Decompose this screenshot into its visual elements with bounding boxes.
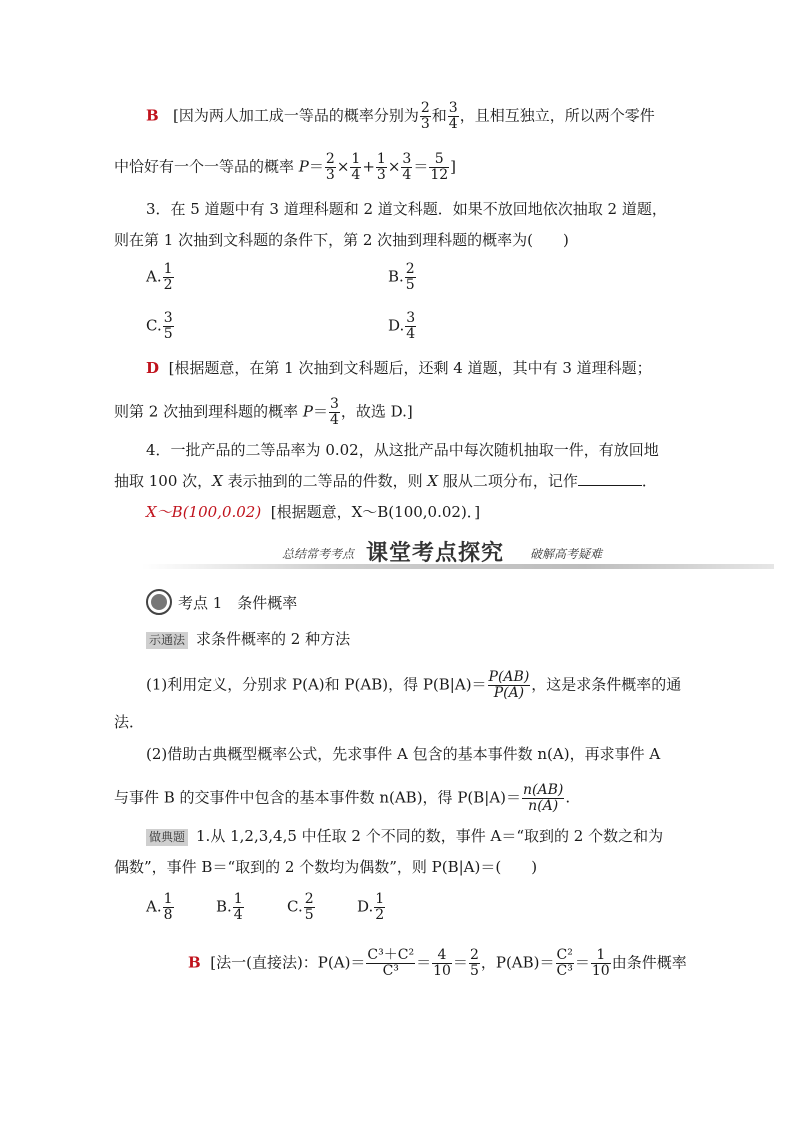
banner-left-text: 总结常考考点 xyxy=(282,547,355,561)
prev-answer-line2 xyxy=(114,152,456,183)
text: × xyxy=(387,157,401,176)
q3-answer-line1: D [根据题意，在第 1 次抽到文科题后，还剩 4 道题，其中有 3 道理科题； xyxy=(146,359,652,377)
section-banner xyxy=(142,536,774,570)
prev-answer-line1 xyxy=(146,101,655,132)
fraction: $\frac{1}{3}$ xyxy=(376,151,386,183)
example-option-b: B. $\frac{1}{4}$ xyxy=(216,891,243,923)
fraction: $\frac{5}{12}$ xyxy=(430,151,449,183)
q3-option-d: D. $\frac{3}{4}$ xyxy=(388,310,416,342)
fraction: $\frac{3}{4}$ xyxy=(448,100,458,132)
bullet-circle-icon xyxy=(146,589,172,615)
q4-answer: X～B(100,0.02) [根据题意，X～B(100,0.02)．] xyxy=(146,503,481,521)
point-heading: 考点 1 条件概率 xyxy=(178,594,298,612)
q4-line1: 4．一批产品的二等品率为 0.02，从这批产品中每次随机抽取一件，有放回地 xyxy=(146,441,659,459)
example-option-c: C. $\frac{2}{5}$ xyxy=(287,891,314,923)
method2-line2: 与事件 B 的交事件中包含的基本事件数 n(AB)，得 P(B|A)＝ $\frac{n(AB)}{n(A)}$ . xyxy=(114,782,571,814)
fraction: $\frac{1}{4}$ xyxy=(351,151,361,183)
text: ] xyxy=(450,157,457,176)
q3-answer-line2: 则第 2 次抽到理科题的概率 P＝ $\frac{3}{4}$ ，故选 D.] xyxy=(114,396,413,428)
answer-letter: B xyxy=(188,953,201,972)
method-heading: 示通法 求条件概率的 2 种方法 xyxy=(146,629,350,649)
text: ＝ xyxy=(413,157,429,176)
q4-line2: 抽取 100 次，X 表示抽到的二等品的件数，则 X 服从二项分布，记作 ． xyxy=(114,472,657,490)
q3-option-b: B. $\frac{2}{5}$ xyxy=(388,261,415,293)
q3-line1: 3．在 5 道题中有 3 道理科题和 2 道文科题．如果不放回地依次抽取 2 道题， xyxy=(146,200,667,218)
q3-line2: 则在第 1 次抽到文科题的条件下，第 2 次抽到理科题的概率为( ) xyxy=(114,231,569,249)
banner-title: 课堂考点探究 xyxy=(366,541,505,566)
answer-letter: D xyxy=(146,359,160,377)
q3-option-a: A. $\frac{1}{2}$ xyxy=(146,261,173,293)
text: ，且相互独立，所以两个零件 xyxy=(459,106,655,125)
example-option-a: A. $\frac{1}{8}$ xyxy=(146,891,173,923)
text: 中恰好有一个一等品的概率 xyxy=(114,157,299,176)
fraction: $\frac{2}{3}$ xyxy=(325,151,335,183)
text: P xyxy=(298,157,309,176)
example-line1: 做典题 1.从 1,2,3,4,5 中任取 2 个不同的数，事件 A＝“取到的 2 个数之和为 xyxy=(146,826,663,846)
example-line2: 偶数”，事件 B＝“取到的 2 个数均为偶数”，则 P(B|A)＝( ) xyxy=(114,858,538,876)
fraction: $\frac{3}{4}$ xyxy=(402,151,412,183)
example-solution: B [法一(直接法)：P(A)＝ $\frac{\text{C³＋C²}}{\text{C³}}$ ＝ $\frac{4}{10}$ ＝ $\frac{2}{5}$ ，P(AB)＝ $\frac{\text{C²}}{\text{C³}}$ ＝ $\frac{1}{10}$ 由条件概率 xyxy=(188,947,687,979)
answer-letter: B xyxy=(146,106,159,125)
q3-option-c: C. $\frac{3}{5}$ xyxy=(146,310,173,342)
method-tag: 示通法 xyxy=(146,632,188,649)
text: ＝ xyxy=(308,157,324,176)
method2-line1: (2)借助古典概型概率公式，先求事件 A 包含的基本事件数 n(A)，再求事件 A xyxy=(146,745,661,763)
text: + xyxy=(362,157,375,176)
text: [因为两人加工成一等品的概率分别为 xyxy=(173,106,419,125)
text: 和 xyxy=(431,106,447,125)
banner-right-text: 破解高考疑难 xyxy=(530,547,603,561)
example-option-d: D. $\frac{1}{2}$ xyxy=(357,891,385,923)
example-tag: 做典题 xyxy=(146,829,188,846)
method1-line1: (1)利用定义，分别求 P(A)和 P(AB)，得 P(B|A)＝ $\frac{P(AB)}{P(A)}$ ，这是求条件概率的通 xyxy=(146,669,682,701)
answer-blank xyxy=(578,471,642,486)
method1-line2: 法． xyxy=(114,713,145,731)
fraction: $\frac{2}{3}$ xyxy=(420,100,430,132)
answer-letter: X～B(100,0.02) xyxy=(146,503,262,521)
text: × xyxy=(336,157,350,176)
